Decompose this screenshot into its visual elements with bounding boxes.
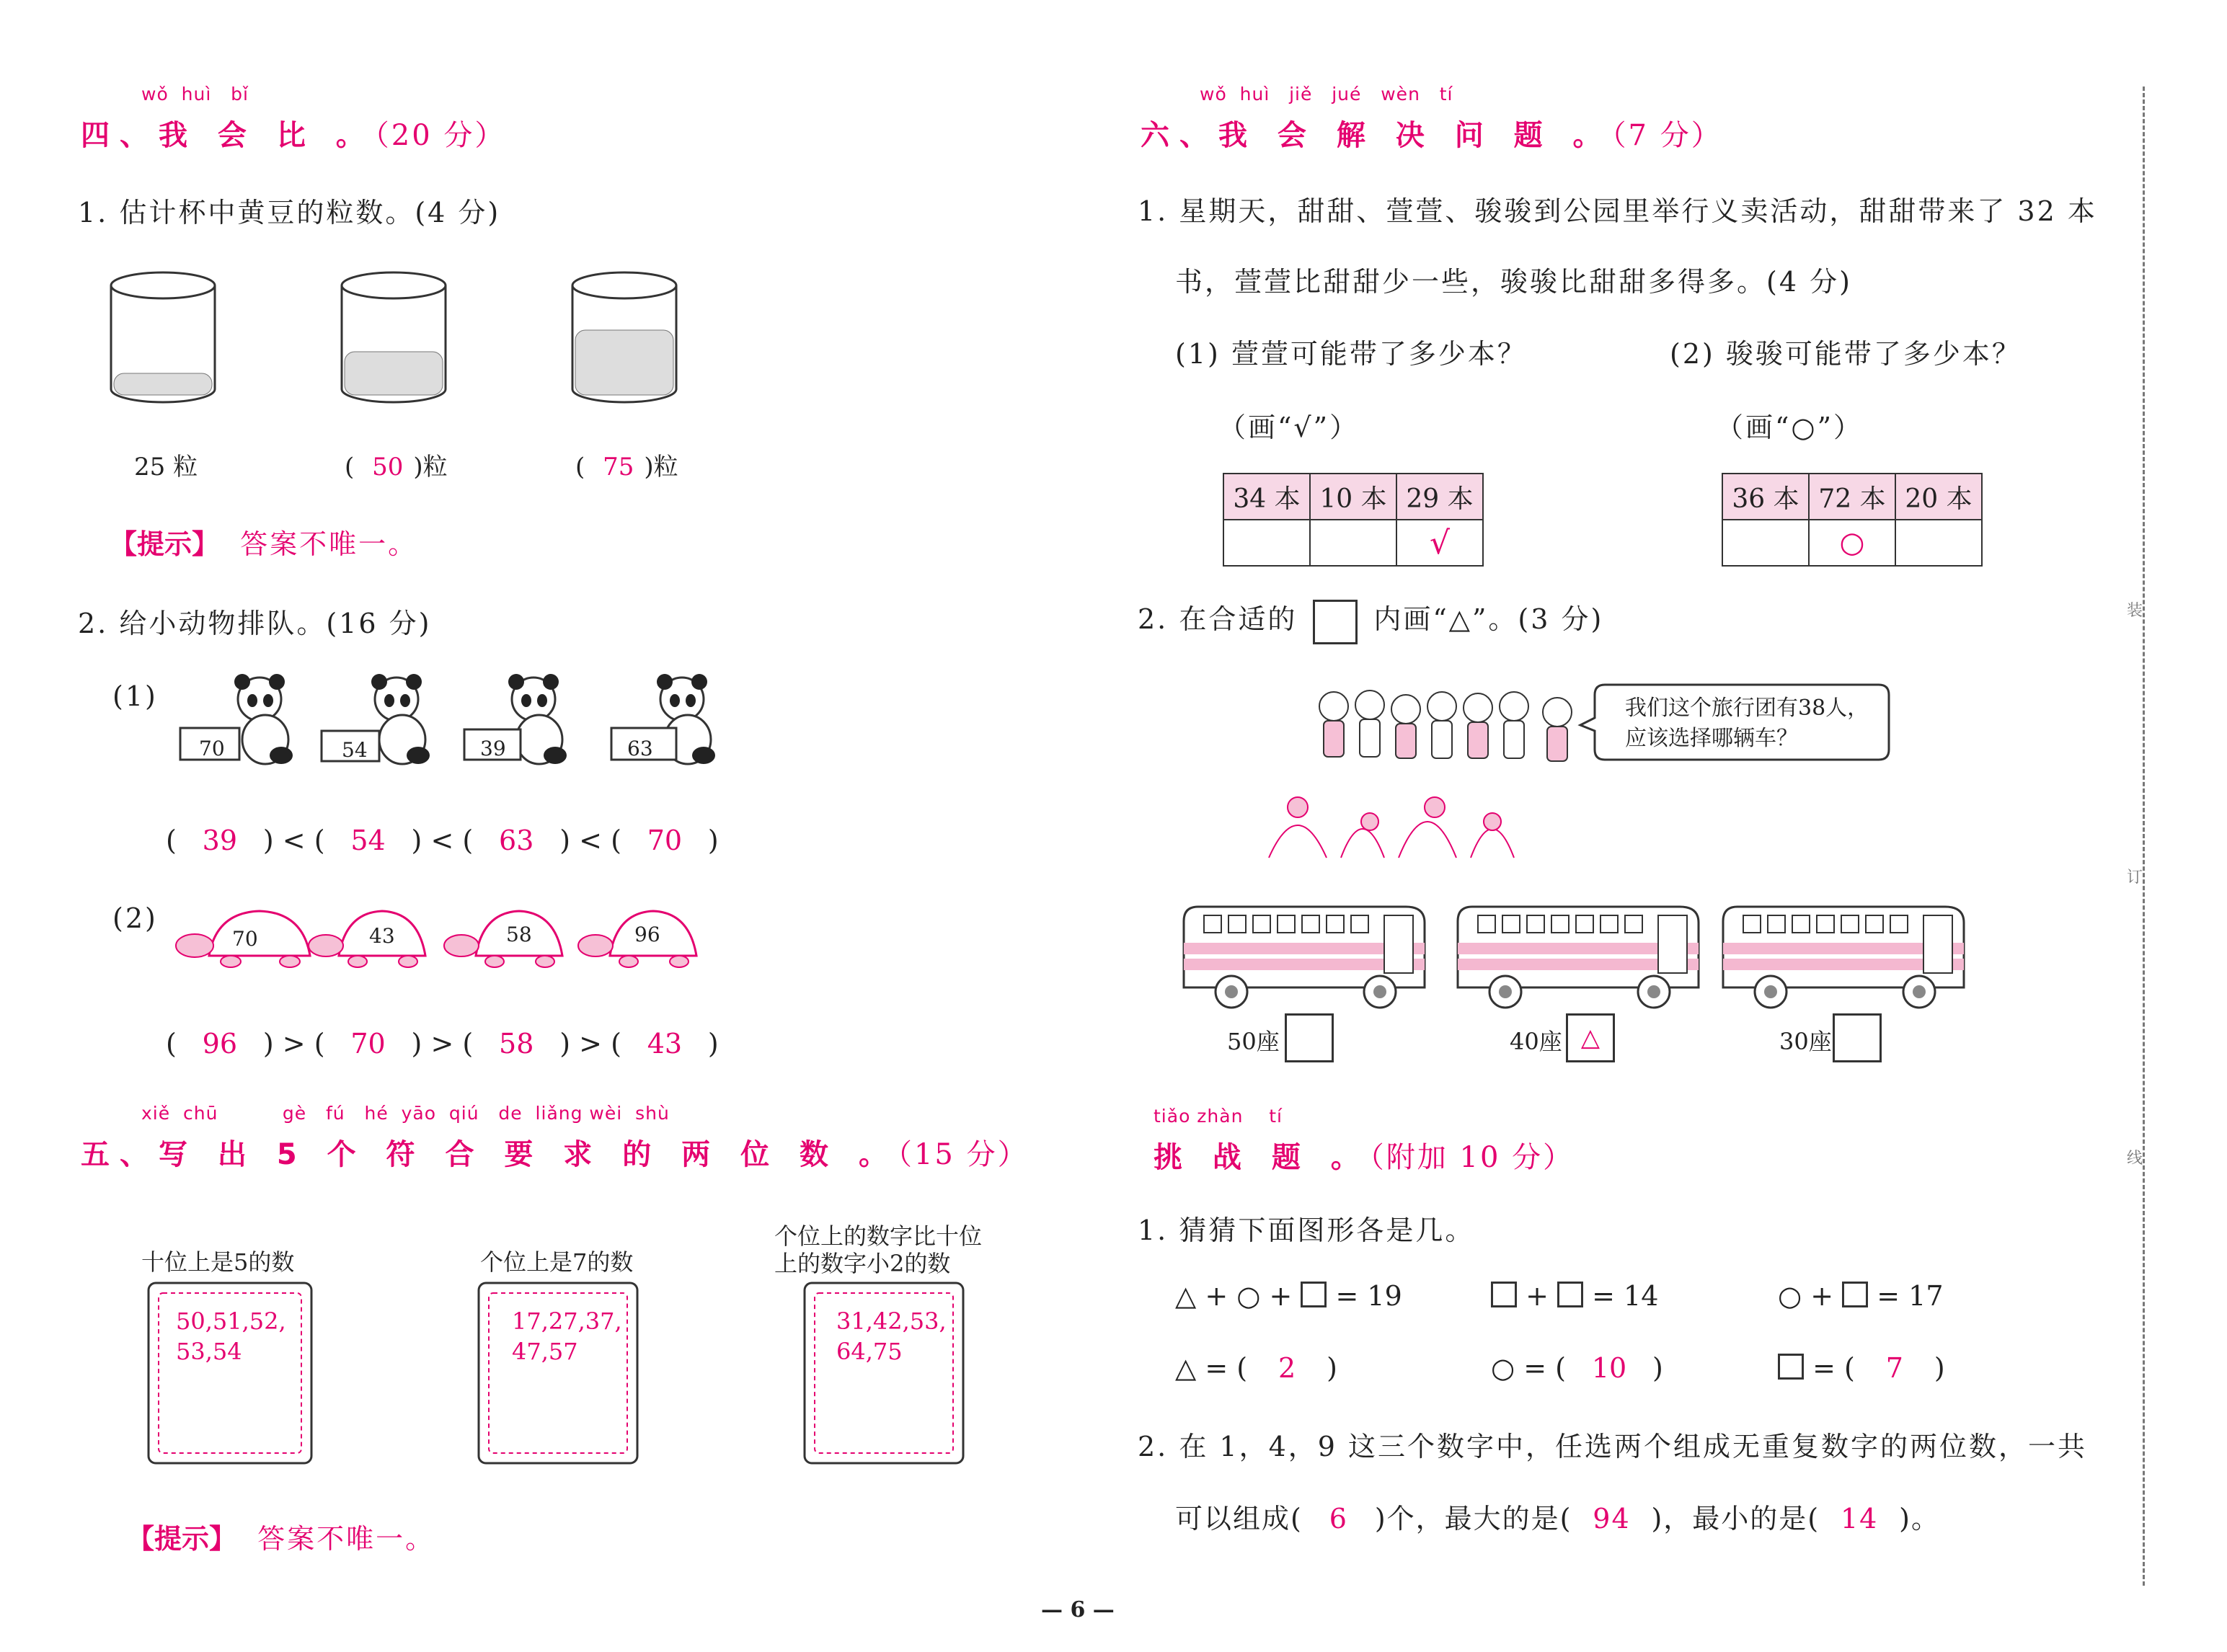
cup-1 <box>111 272 215 402</box>
s6-q1-line2: 书，萱萱比甜甜少一些，骏骏比甜甜多得多。(4 分) <box>1175 266 1852 298</box>
cup2-unit: 粒 <box>422 453 448 481</box>
sub2-option-2: 72 本 <box>1809 474 1895 520</box>
section4-title <box>81 112 505 154</box>
square-icon <box>1842 1282 1868 1307</box>
q1-estimate-text: 1. 估计杯中黄豆的粒数。(4 分) <box>78 197 501 228</box>
turtle-2-number: 43 <box>369 924 395 948</box>
sub2-mark-3[interactable] <box>1895 520 1982 566</box>
combo-count-answer: 6 <box>1329 1503 1348 1535</box>
box1-caption: 十位上是5的数 <box>141 1248 295 1276</box>
section5-score: （15 分） <box>897 1138 1029 1171</box>
equation-2: + = 14 <box>1491 1280 1658 1312</box>
row2-answer-3: 58 <box>499 1028 534 1060</box>
row2-op-1: > <box>282 1028 306 1060</box>
s6-q1-sub2: (2) 骏骏可能带了多少本？ <box>1670 338 2022 370</box>
turtle-3-number: 58 <box>506 923 532 946</box>
q2-part2-label: (2) <box>112 902 158 934</box>
hint-1-text: 答案不唯一。 <box>240 528 418 560</box>
equation-1: △ + ○ + = 19 <box>1175 1280 1402 1312</box>
bus-2 <box>1458 907 1699 1008</box>
section5-pinyin: xiě chū gè fú hé yāo qiú de liǎng wèi shù <box>141 1103 670 1124</box>
panda-4-number: 63 <box>627 737 653 760</box>
hint-1 <box>110 522 417 561</box>
cup2-answer: 50 <box>372 453 404 481</box>
square-icon <box>1491 1282 1517 1307</box>
sub1-option-3: 29 本 <box>1396 474 1483 520</box>
section4-score: （20 分） <box>374 119 506 152</box>
sub1-mark-3[interactable]: √ <box>1396 520 1483 566</box>
circle-icon: ○ <box>1491 1352 1515 1384</box>
bus2-answer-box[interactable] <box>1566 1013 1615 1062</box>
panda-3-number: 39 <box>480 737 506 760</box>
challenge-score: （附加 10 分） <box>1369 1141 1575 1174</box>
triangle-answer: 2 <box>1278 1352 1296 1384</box>
row1-order: ( 39 ) < ( 54 ) < ( 63 ) < ( 70 ) <box>166 825 719 856</box>
bus1-answer-box[interactable] <box>1285 1013 1334 1062</box>
bus3-answer-box[interactable] <box>1833 1013 1882 1062</box>
row2-answer-1: 96 <box>202 1028 237 1060</box>
ch-q2-line2-b: )个，最大的是( <box>1374 1503 1572 1535</box>
bus-1 <box>1184 907 1425 1008</box>
turtle-4-number: 96 <box>634 923 660 946</box>
row2-answer-4: 43 <box>647 1028 683 1060</box>
row2-op-2: > <box>430 1028 454 1060</box>
binding-dashed-line <box>2143 86 2145 1586</box>
speech-text: 我们这个旅行团有38人， 应该选择哪辆车？ <box>1625 696 1869 751</box>
sub1-option-2: 10 本 <box>1310 474 1396 520</box>
eq1-result: = 19 <box>1335 1280 1402 1312</box>
binding-char-2: 订 <box>2127 865 2143 887</box>
min-answer: 14 <box>1840 1503 1879 1535</box>
page-number: — 6 — <box>1041 1597 1115 1622</box>
ch-q2-line2 <box>1175 1496 1940 1536</box>
ch-q2-line2-c: )，最小的是( <box>1651 1503 1820 1535</box>
binding-char-1: 装 <box>2127 598 2143 621</box>
cup1-label: 25 粒 <box>134 453 198 481</box>
triangle-icon: △ <box>1175 1352 1197 1384</box>
square-icon <box>1557 1282 1583 1307</box>
cup3-answer: 75 <box>603 453 634 481</box>
row1-answer-2: 54 <box>350 825 386 856</box>
s6-q1-sub2-mark: （画“○”） <box>1716 412 1864 443</box>
row2-order: ( 96 ) > ( 70 ) > ( 58 ) > ( 43 ) <box>166 1028 719 1060</box>
circle-answer: 10 <box>1591 1352 1627 1384</box>
empty-box-icon <box>1313 600 1358 644</box>
bus-row <box>1175 901 1975 1016</box>
ch-q1-text: 1. 猜猜下面图形各是几。 <box>1138 1214 1475 1246</box>
equation-3: ○ + = 17 <box>1778 1280 1944 1312</box>
sub1-mark-2[interactable] <box>1310 520 1396 566</box>
panda-1-number: 70 <box>199 737 225 760</box>
cup3-unit: 粒 <box>653 453 678 481</box>
challenge-title <box>1154 1134 1574 1176</box>
eq3-result: = 17 <box>1877 1280 1944 1312</box>
section6-title <box>1141 112 1722 154</box>
sub1-option-1: 34 本 <box>1223 474 1310 520</box>
square-icon <box>1778 1354 1804 1380</box>
ch-q2-line2-a: 可以组成( <box>1175 1503 1303 1535</box>
square-answer: 7 <box>1885 1352 1903 1384</box>
section5-title-text: 五、写 出 5 个 符 合 要 求 的 两 位 数 。 <box>81 1138 898 1171</box>
circle-icon: ○ <box>1778 1280 1802 1312</box>
square-icon <box>1301 1282 1327 1307</box>
challenge-pinyin: tiǎo zhàn tí <box>1154 1106 1283 1127</box>
cup-2 <box>342 272 446 402</box>
bus1-label: 50座 <box>1227 1028 1280 1055</box>
box2-answer: 17,27,37, 47,57 <box>512 1307 622 1365</box>
section6-score: （7 分） <box>1611 119 1722 152</box>
turtle-1-number: 70 <box>232 927 258 951</box>
hint-2-tag: 【提示】 <box>127 1523 237 1555</box>
box2-caption: 个位上是7的数 <box>480 1248 634 1276</box>
bus3-label: 30座 <box>1779 1028 1832 1055</box>
sub2-mark-2[interactable]: ○ <box>1809 520 1895 566</box>
section4-title-text: 四、我 会 比 。 <box>81 119 375 152</box>
s6-q1-line1: 1. 星期天，甜甜、萱萱、骏骏到公园里举行义卖活动，甜甜带来了 32 本 <box>1138 195 2097 227</box>
section6-pinyin: wǒ huì jiě jué wèn tí <box>1200 84 1453 105</box>
row1-op-1: < <box>282 825 306 856</box>
box3-caption: 个位上的数字比十位 上的数字小2的数 <box>774 1222 983 1277</box>
sub1-choice-table <box>1223 473 1484 567</box>
s6-q1-sub1: (1) 萱萱可能带了多少本？ <box>1175 338 1527 370</box>
bean-cups <box>101 267 735 411</box>
row2-answer-2: 70 <box>350 1028 386 1060</box>
hint-1-tag: 【提示】 <box>110 528 220 560</box>
box3-answer: 31,42,53, 64,75 <box>836 1307 947 1365</box>
s6-q2-text <box>1138 597 1603 644</box>
panda-1 <box>180 674 293 764</box>
s6-q2-text-after: 内画“△”。(3 分) <box>1373 603 1604 635</box>
sub2-choice-table <box>1722 473 1983 567</box>
section6-title-text: 六、我 会 解 决 问 题 。 <box>1141 119 1612 152</box>
sub2-mark-1[interactable] <box>1722 520 1809 566</box>
turtle-3 <box>444 911 562 967</box>
row1-answer-3: 63 <box>499 825 534 856</box>
max-answer: 94 <box>1593 1503 1631 1535</box>
section4-pinyin: wǒ huì bǐ <box>141 84 249 105</box>
section5-title <box>81 1132 1029 1173</box>
cup3-label: ( 75 )粒 <box>575 453 678 481</box>
row1-answer-1: 39 <box>202 825 237 856</box>
cup2-label: ( 50 )粒 <box>345 453 448 481</box>
eq2-result: = 14 <box>1592 1280 1659 1312</box>
triangle-answer-row: △ = ( 2 ) <box>1175 1352 1337 1384</box>
circle-answer-row: ○ = ( 10 ) <box>1491 1352 1663 1384</box>
q2-part1-label: (1) <box>112 680 158 712</box>
row1-op-2: < <box>430 825 454 856</box>
challenge-title-text: 挑 战 题 。 <box>1154 1141 1370 1174</box>
triangle-icon: △ <box>1175 1280 1197 1312</box>
s6-q1-sub1-mark: （画“√”） <box>1218 412 1360 443</box>
row1-op-3: < <box>579 825 602 856</box>
turtle-2 <box>309 911 425 967</box>
q2-line-up-text: 2. 给小动物排队。(16 分) <box>78 608 432 639</box>
hint-2 <box>127 1516 435 1556</box>
binding-char-3: 线 <box>2127 1146 2143 1168</box>
sub2-option-3: 20 本 <box>1895 474 1982 520</box>
bus2-label: 40座 <box>1510 1028 1562 1055</box>
row2-op-3: > <box>579 1028 602 1060</box>
s6-q2-text-before: 2. 在合适的 <box>1138 603 1298 635</box>
box1-answer: 50,51,52, 53,54 <box>176 1307 286 1365</box>
bus-3 <box>1723 907 1964 1008</box>
kids-illustration <box>1254 678 1629 865</box>
panda-2 <box>322 674 430 764</box>
panda-2-number: 54 <box>342 738 368 762</box>
sub1-mark-1[interactable] <box>1223 520 1310 566</box>
square-answer-row: = ( 7 ) <box>1778 1352 1945 1384</box>
sub2-option-1: 36 本 <box>1722 474 1809 520</box>
hint-2-text: 答案不唯一。 <box>257 1523 435 1555</box>
ch-q2-line2-d: )。 <box>1899 1503 1940 1535</box>
row1-answer-4: 70 <box>647 825 683 856</box>
ch-q2-line1: 2. 在 1，4，9 这三个数字中，任选两个组成无重复数字的两位数，一共 <box>1138 1431 2088 1462</box>
cup-3 <box>572 272 676 402</box>
bus2-answer: △ <box>1580 1023 1600 1052</box>
circle-icon: ○ <box>1236 1280 1261 1312</box>
